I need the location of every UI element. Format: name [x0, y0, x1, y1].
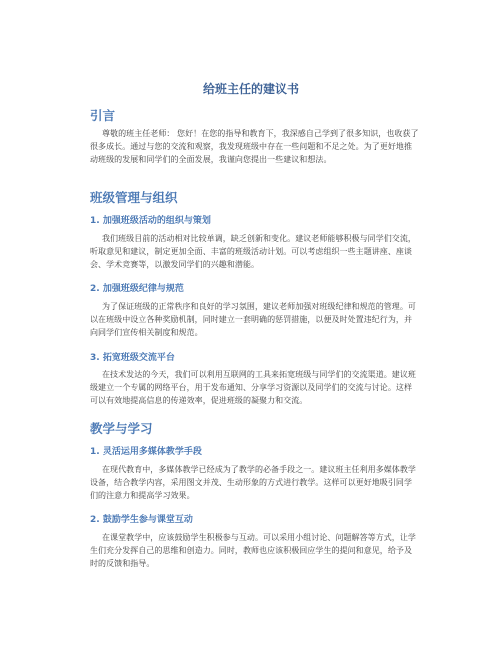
activities-paragraph: 我们班级目前的活动相对比较单调，缺乏创新和变化。建议老师能够积极与同学们交流，听取意见和建议，制定更加全面、丰富的班级活动计划。可以考虑组织一些主题讲座、座谈会、学术竞赛等，以激发同学们的兴趣和潜能。	[90, 234, 416, 269]
discipline-paragraph: 为了保证班级的正常秩序和良好的学习氛围，建议老师加强对班级纪律和规范的管理。可以在班级中设立各种奖励机制，同时建立一套明确的惩罚措施，以便及时处置违纪行为，并向同学们宣传相关制度和规范。	[90, 302, 416, 337]
document-title: 给班主任的建议书	[202, 82, 299, 96]
communication-paragraph: 在技术发达的今天，我们可以利用互联网的工具来拓宽班级与同学们的交流渠道。建议班级建立一个专属的网络平台，用于发布通知、分享学习资源以及同学们的交流与讨论。这样可以有效地提高信息的传递效率，促进班级的凝聚力和交流。	[90, 370, 416, 405]
section-heading-teaching: 教学与学习	[90, 421, 153, 436]
section-heading-intro: 引言	[90, 108, 116, 123]
subsection-heading-activities: 1. 加强班级活动的组织与策划	[90, 216, 211, 226]
subsection-heading-discipline: 2. 加强班级纪律与规范	[90, 284, 184, 294]
subsection-heading-communication: 3. 拓宽班级交流平台	[90, 353, 175, 363]
subsection-heading-interaction: 2. 鼓励学生参与课堂互动	[90, 515, 193, 525]
intro-paragraph: 尊敬的班主任老师： 您好！在您的指导和教育下，我深感自己学到了很多知识，也收获了很多成长。通过与您的交流和观察，我发现班级中存在一些问题和不足之处。为了更好地推动班级的发展和同学们的全面发展，我谨向您提出一些建议和想法。	[90, 129, 419, 164]
subsection-heading-multimedia: 1. 灵活运用多媒体教学手段	[90, 447, 202, 457]
multimedia-paragraph: 在现代教育中，多媒体教学已经成为了教学的必备手段之一。建议班主任利用多媒体教学设备，结合教学内容，采用图文并茂、生动形象的方式进行教学。这样可以更好地吸引同学们的注意力和提高学习效果。	[90, 465, 416, 500]
interaction-paragraph: 在课堂教学中，应该鼓励学生积极参与互动。可以采用小组讨论、问题解答等方式，让学生们充分发挥自己的思维和创造力。同时，教师也应该积极回应学生的提问和意见，给予及时的反馈和指导。	[90, 533, 416, 568]
section-heading-class-management: 班级管理与组织	[90, 190, 178, 205]
